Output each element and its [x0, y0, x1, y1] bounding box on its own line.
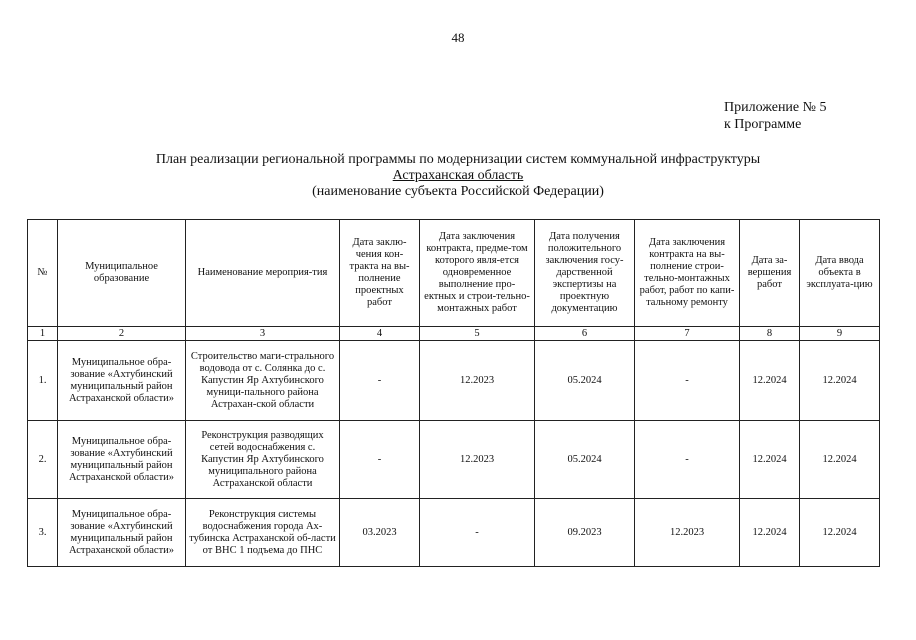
table-row: [28, 341, 880, 421]
design-contract-date-cell: -: [340, 341, 420, 421]
column-number: 1: [28, 327, 58, 341]
construction-contract-date-cell: 12.2023: [635, 499, 740, 567]
column-number: 9: [800, 327, 880, 341]
page-number: 48: [451, 30, 465, 45]
activity-cell: Реконструкция системы водоснабжения города Ах-тубинска Астраханской об-ласти от ВНС 1 подъема до ПНС: [186, 499, 340, 567]
header-cell-commissioning-date: Дата ввода объекта в эксплуата-цию: [800, 220, 880, 327]
column-number: 8: [740, 327, 800, 341]
region-name: Астраханская область: [392, 168, 524, 183]
region-note: (наименование субъекта Российской Федерации): [312, 184, 604, 199]
expertise-date-cell: 09.2023: [535, 499, 635, 567]
plan-table: [27, 219, 880, 567]
completion-date-cell: 12.2024: [740, 341, 800, 421]
header-cell-expertise-date: Дата получения положительного заключения госу-дарственной экспертизы на проектную документацию: [535, 220, 635, 327]
construction-contract-date-cell: -: [635, 421, 740, 499]
column-number: 4: [340, 327, 420, 341]
appendix-line-2: к Программе: [724, 117, 802, 132]
completion-date-cell: 12.2024: [740, 421, 800, 499]
design-contract-date-cell: -: [340, 421, 420, 499]
table-row: [28, 499, 880, 567]
combined-contract-date-cell: 12.2023: [420, 421, 535, 499]
header-row: [28, 220, 880, 327]
commissioning-date-cell: 12.2024: [800, 341, 880, 421]
combined-contract-date-cell: -: [420, 499, 535, 567]
header-cell-number: №: [28, 220, 58, 327]
column-number: 7: [635, 327, 740, 341]
table-row: [28, 421, 880, 499]
title-line: План реализации региональной программы по модернизации систем коммунальной инфраструктуры: [155, 152, 761, 167]
construction-contract-date-cell: -: [635, 341, 740, 421]
document-title: [0, 152, 916, 200]
appendix-line-1: Приложение № 5: [724, 100, 827, 115]
completion-date-cell: 12.2024: [740, 499, 800, 567]
column-number: 6: [535, 327, 635, 341]
row-number: 1.: [28, 341, 58, 421]
header-cell-municipality: Муниципальное образование: [58, 220, 186, 327]
header-cell-design-contract-date: Дата заклю-чения кон-тракта на вы-полнение проектных работ: [340, 220, 420, 327]
column-number: 2: [58, 327, 186, 341]
commissioning-date-cell: 12.2024: [800, 421, 880, 499]
commissioning-date-cell: 12.2024: [800, 499, 880, 567]
column-number: 5: [420, 327, 535, 341]
expertise-date-cell: 05.2024: [535, 421, 635, 499]
column-number-row: [28, 327, 880, 341]
appendix-label: [724, 99, 827, 133]
activity-cell: Строительство маги-стрального водовода от с. Солянка до с. Капустин Яр Ахтубинского муници-пального района Астрахан-ской области: [186, 341, 340, 421]
header-cell-construction-contract-date: Дата заключения контракта на вы-полнение строи-тельно-монтажных работ, работ по капи-тальному ремонту: [635, 220, 740, 327]
municipality-cell: Муниципальное обра-зование «Ахтубинский муниципальный район Астраханской области»: [58, 499, 186, 567]
expertise-date-cell: 05.2024: [535, 341, 635, 421]
row-number: 3.: [28, 499, 58, 567]
header-cell-combined-contract-date: Дата заключения контракта, предме-том которого явля-ется одновременное выполнение про-ектных и строи-тельно-монтажных работ: [420, 220, 535, 327]
activity-cell: Реконструкция разводящих сетей водоснабжения с. Капустин Яр Ахтубинского муниципального района Астраханской области: [186, 421, 340, 499]
combined-contract-date-cell: 12.2023: [420, 341, 535, 421]
municipality-cell: Муниципальное обра-зование «Ахтубинский муниципальный район Астраханской области»: [58, 421, 186, 499]
municipality-cell: Муниципальное обра-зование «Ахтубинский муниципальный район Астраханской области»: [58, 341, 186, 421]
column-number: 3: [186, 327, 340, 341]
row-number: 2.: [28, 421, 58, 499]
header-cell-completion-date: Дата за-вершения работ: [740, 220, 800, 327]
header-cell-activity: Наименование мероприя-тия: [186, 220, 340, 327]
design-contract-date-cell: 03.2023: [340, 499, 420, 567]
